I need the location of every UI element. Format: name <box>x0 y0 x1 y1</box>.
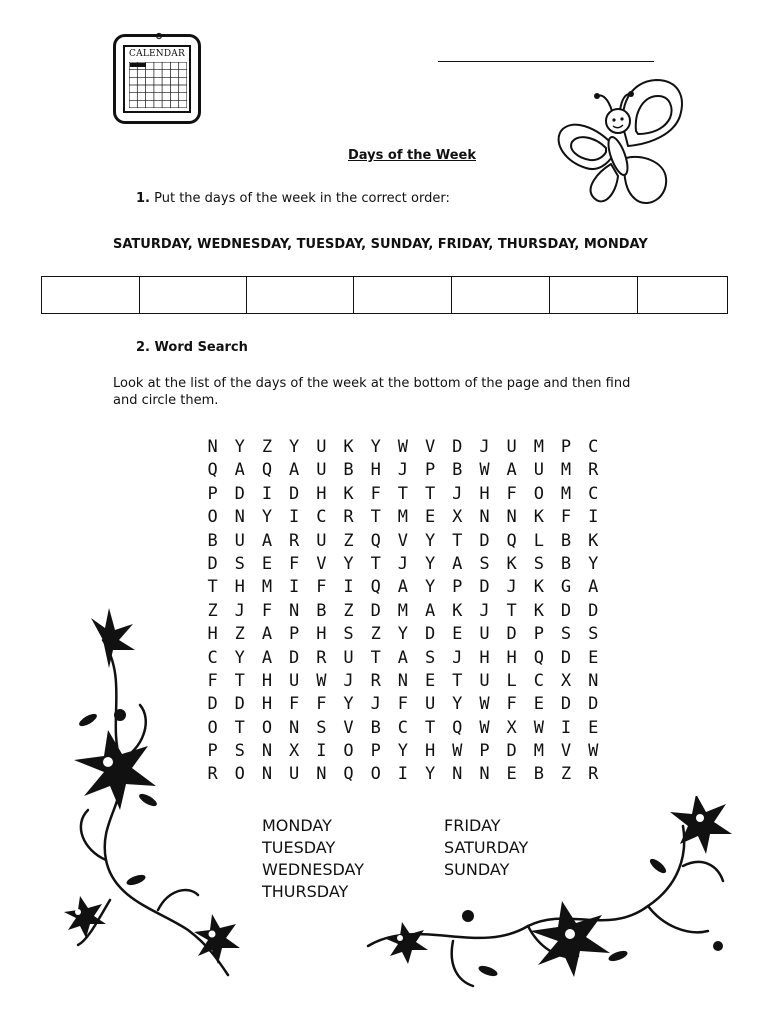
answer-cell[interactable] <box>354 277 452 313</box>
grid-letter[interactable]: Z <box>343 600 354 621</box>
grid-letter[interactable]: U <box>316 437 327 457</box>
grid-letter[interactable]: R <box>289 530 300 551</box>
grid-letter[interactable]: D <box>560 647 572 668</box>
grid-letter[interactable]: B <box>560 530 572 551</box>
grid-letter[interactable]: F <box>370 483 381 504</box>
grid-letter[interactable]: E <box>533 694 544 715</box>
grid-letter[interactable]: F <box>289 694 300 715</box>
grid-letter[interactable]: D <box>479 577 490 598</box>
grid-letter[interactable]: P <box>207 483 218 504</box>
grid-letter[interactable]: V <box>397 530 409 551</box>
grid-letter[interactable]: H <box>506 647 517 668</box>
grid-letter[interactable]: Y <box>452 694 463 715</box>
grid-letter[interactable]: P <box>207 741 218 762</box>
grid-letter[interactable]: P <box>560 437 572 457</box>
grid-letter[interactable]: P <box>370 741 381 762</box>
grid-letter[interactable]: Z <box>560 764 572 785</box>
grid-row <box>199 436 607 459</box>
grid-letter[interactable]: K <box>533 507 544 528</box>
grid-letter[interactable]: D <box>588 694 599 715</box>
grid-row <box>199 623 607 646</box>
calendar-ring-icon <box>154 31 164 41</box>
grid-letter[interactable]: N <box>479 764 490 785</box>
grid-letter[interactable]: B <box>533 764 544 785</box>
grid-letter[interactable]: T <box>370 647 381 668</box>
grid-letter[interactable]: S <box>588 624 599 645</box>
grid-letter[interactable]: M <box>397 507 409 528</box>
grid-letter[interactable]: O <box>261 717 273 738</box>
grid-row <box>199 459 607 482</box>
grid-letter[interactable]: A <box>506 460 517 481</box>
calendar-icon <box>113 34 201 124</box>
answer-table <box>41 276 728 314</box>
grid-letter[interactable]: N <box>452 764 463 785</box>
grid-row <box>199 530 607 553</box>
word-list-item: SUNDAY <box>444 860 510 879</box>
grid-letter[interactable]: D <box>424 624 436 645</box>
grid-letter[interactable]: H <box>479 647 490 668</box>
grid-letter[interactable]: H <box>316 483 327 504</box>
grid-letter[interactable]: K <box>533 600 544 621</box>
grid-letter[interactable]: T <box>452 530 463 551</box>
grid-letter[interactable]: O <box>533 483 544 504</box>
grid-letter[interactable]: P <box>289 624 300 645</box>
grid-letter[interactable]: V <box>316 553 327 574</box>
grid-letter[interactable]: D <box>370 600 381 621</box>
grid-letter[interactable]: C <box>588 437 599 457</box>
calendar-grid <box>129 62 187 108</box>
grid-letter[interactable]: K <box>533 577 544 598</box>
grid-letter[interactable]: O <box>343 741 354 762</box>
question-1-text: Put the days of the week in the correct order: <box>154 191 450 206</box>
grid-letter[interactable]: H <box>207 624 218 645</box>
grid-letter[interactable]: O <box>370 764 381 785</box>
grid-letter[interactable]: U <box>289 670 300 691</box>
grid-letter[interactable]: F <box>506 694 517 715</box>
grid-letter[interactable]: Y <box>397 624 409 645</box>
grid-letter[interactable]: O <box>234 764 245 785</box>
instructions: Look at the list of the days of the week at the bottom of the page and then find and circle them. <box>113 376 631 408</box>
grid-letter[interactable]: M <box>560 460 572 481</box>
grid-letter[interactable]: Y <box>588 553 599 574</box>
grid-letter[interactable]: X <box>506 717 517 738</box>
grid-letter[interactable]: F <box>261 600 273 621</box>
grid-letter[interactable]: J <box>452 647 463 668</box>
grid-letter[interactable]: H <box>370 460 381 481</box>
grid-letter[interactable]: D <box>479 530 490 551</box>
grid-letter[interactable]: M <box>533 437 544 457</box>
grid-letter[interactable]: C <box>316 507 327 528</box>
grid-letter[interactable]: I <box>397 764 409 785</box>
grid-letter[interactable]: F <box>316 694 327 715</box>
grid-letter[interactable]: S <box>424 647 436 668</box>
grid-letter[interactable]: D <box>588 600 599 621</box>
word-list-item: THURSDAY <box>262 882 349 901</box>
grid-letter[interactable]: B <box>560 553 572 574</box>
grid-letter[interactable]: K <box>343 483 354 504</box>
grid-letter[interactable]: D <box>289 647 300 668</box>
grid-letter[interactable]: X <box>289 741 300 762</box>
grid-letter[interactable]: A <box>261 624 273 645</box>
grid-letter[interactable]: K <box>452 600 463 621</box>
answer-cell[interactable] <box>550 277 638 313</box>
grid-letter[interactable]: E <box>588 717 599 738</box>
grid-letter[interactable]: N <box>289 600 300 621</box>
name-line[interactable] <box>438 61 654 62</box>
grid-letter[interactable]: T <box>397 483 409 504</box>
grid-letter[interactable]: W <box>452 741 463 762</box>
grid-letter[interactable]: M <box>560 483 572 504</box>
grid-letter[interactable]: U <box>316 460 327 481</box>
grid-letter[interactable]: T <box>424 483 436 504</box>
grid-letter[interactable]: I <box>316 741 327 762</box>
grid-letter[interactable]: X <box>560 670 572 691</box>
grid-letter[interactable]: Q <box>506 530 517 551</box>
grid-row <box>199 763 607 786</box>
grid-letter[interactable]: U <box>234 530 245 551</box>
grid-letter[interactable]: T <box>506 600 517 621</box>
grid-letter[interactable]: S <box>479 553 490 574</box>
word-list-item: MONDAY <box>262 816 332 835</box>
grid-letter[interactable]: V <box>343 717 354 738</box>
grid-letter[interactable]: F <box>397 694 409 715</box>
grid-letter[interactable]: C <box>588 483 599 504</box>
grid-letter[interactable]: J <box>479 600 490 621</box>
page-title: Days of the Week <box>348 148 476 163</box>
grid-letter[interactable]: F <box>207 670 218 691</box>
grid-letter[interactable]: B <box>370 717 381 738</box>
grid-letter[interactable]: F <box>289 553 300 574</box>
grid-letter[interactable]: N <box>397 670 409 691</box>
grid-letter[interactable]: Q <box>370 530 381 551</box>
grid-letter[interactable]: D <box>506 741 517 762</box>
grid-letter[interactable]: T <box>234 717 245 738</box>
grid-letter[interactable]: D <box>207 694 218 715</box>
grid-letter[interactable]: G <box>560 577 572 598</box>
grid-letter[interactable]: S <box>316 717 327 738</box>
answer-cell[interactable] <box>140 277 247 313</box>
grid-letter[interactable]: Q <box>452 717 463 738</box>
grid-row <box>199 670 607 693</box>
grid-letter[interactable]: J <box>397 460 409 481</box>
grid-letter[interactable]: I <box>588 507 599 528</box>
grid-letter[interactable]: B <box>207 530 218 551</box>
grid-letter[interactable]: E <box>452 624 463 645</box>
grid-letter[interactable]: N <box>261 741 273 762</box>
grid-letter[interactable]: Q <box>533 647 544 668</box>
grid-letter[interactable]: E <box>424 507 436 528</box>
grid-row <box>199 600 607 623</box>
grid-letter[interactable]: U <box>479 670 490 691</box>
grid-letter[interactable]: Y <box>424 577 436 598</box>
grid-letter[interactable]: A <box>424 600 436 621</box>
grid-letter[interactable]: E <box>588 647 599 668</box>
grid-letter[interactable]: Y <box>424 553 436 574</box>
grid-letter[interactable]: F <box>506 483 517 504</box>
grid-letter[interactable]: Z <box>261 437 273 457</box>
grid-letter[interactable]: V <box>424 437 436 457</box>
word-list-item: FRIDAY <box>444 816 501 835</box>
grid-letter[interactable]: N <box>234 507 245 528</box>
grid-row <box>199 740 607 763</box>
grid-letter[interactable]: Z <box>234 624 245 645</box>
answer-cell[interactable] <box>247 277 354 313</box>
grid-letter[interactable]: B <box>316 600 327 621</box>
grid-letter[interactable]: W <box>316 670 327 691</box>
question-2-text: Word Search <box>154 340 248 355</box>
grid-letter[interactable]: R <box>588 764 599 785</box>
grid-letter[interactable]: W <box>533 717 544 738</box>
grid-letter[interactable]: H <box>316 624 327 645</box>
grid-row <box>199 576 607 599</box>
grid-letter[interactable]: I <box>289 577 300 598</box>
grid-letter[interactable]: U <box>343 647 354 668</box>
grid-row <box>199 693 607 716</box>
grid-letter[interactable]: O <box>207 717 218 738</box>
grid-letter[interactable]: H <box>234 577 245 598</box>
grid-row <box>199 553 607 576</box>
grid-letter[interactable]: R <box>207 764 218 785</box>
grid-letter[interactable]: A <box>588 577 599 598</box>
grid-letter[interactable]: H <box>479 483 490 504</box>
grid-letter[interactable]: D <box>207 553 218 574</box>
grid-letter[interactable]: H <box>424 741 436 762</box>
grid-letter[interactable]: P <box>452 577 463 598</box>
grid-letter[interactable]: Q <box>207 460 218 481</box>
grid-letter[interactable]: K <box>506 553 517 574</box>
grid-letter[interactable]: D <box>560 600 572 621</box>
grid-letter[interactable]: H <box>261 694 273 715</box>
grid-letter[interactable]: B <box>452 460 463 481</box>
grid-letter[interactable]: D <box>452 437 463 457</box>
answer-cell[interactable] <box>42 277 140 313</box>
grid-letter[interactable]: J <box>343 670 354 691</box>
grid-letter[interactable]: M <box>533 741 544 762</box>
grid-letter[interactable]: J <box>397 553 409 574</box>
grid-letter[interactable]: D <box>234 483 245 504</box>
grid-letter[interactable]: S <box>533 553 544 574</box>
grid-letter[interactable]: I <box>343 577 354 598</box>
grid-letter[interactable]: W <box>479 717 490 738</box>
grid-letter[interactable]: D <box>289 483 300 504</box>
answer-cell[interactable] <box>638 277 727 313</box>
grid-letter[interactable]: Y <box>424 530 436 551</box>
grid-letter[interactable]: J <box>234 600 245 621</box>
grid-letter[interactable]: T <box>370 507 381 528</box>
scrambled-days: SATURDAY, WEDNESDAY, TUESDAY, SUNDAY, FRIDAY, THURSDAY, MONDAY <box>113 237 648 252</box>
word-list-left <box>262 815 364 903</box>
grid-letter[interactable]: T <box>370 553 381 574</box>
grid-row <box>199 483 607 506</box>
grid-letter[interactable]: Y <box>424 764 436 785</box>
grid-letter[interactable]: A <box>234 460 245 481</box>
grid-letter[interactable]: Y <box>370 437 381 457</box>
grid-letter[interactable]: F <box>560 507 572 528</box>
grid-letter[interactable]: R <box>588 460 599 481</box>
grid-letter[interactable]: W <box>588 741 599 762</box>
grid-letter[interactable]: A <box>397 577 409 598</box>
grid-letter[interactable]: B <box>343 460 354 481</box>
grid-letter[interactable]: Y <box>234 437 245 457</box>
grid-letter[interactable]: O <box>207 507 218 528</box>
floral-decoration-left <box>58 600 258 990</box>
floral-decoration-right <box>358 796 738 1006</box>
word-list-item: SATURDAY <box>444 838 529 857</box>
grid-letter[interactable]: Y <box>397 741 409 762</box>
grid-letter[interactable]: C <box>207 647 218 668</box>
grid-letter[interactable]: A <box>289 460 300 481</box>
grid-letter[interactable]: L <box>533 530 544 551</box>
grid-letter[interactable]: D <box>560 694 572 715</box>
grid-letter[interactable]: A <box>452 553 463 574</box>
grid-letter[interactable]: K <box>588 530 599 551</box>
grid-letter[interactable]: P <box>424 460 436 481</box>
grid-letter[interactable]: N <box>316 764 327 785</box>
grid-letter[interactable]: M <box>397 600 409 621</box>
grid-letter[interactable]: N <box>506 507 517 528</box>
grid-letter[interactable]: N <box>207 437 218 457</box>
grid-letter[interactable]: J <box>479 437 490 457</box>
grid-letter[interactable]: U <box>424 694 436 715</box>
question-1-number: 1. <box>136 191 150 206</box>
grid-letter[interactable]: V <box>560 741 572 762</box>
grid-letter[interactable]: R <box>370 670 381 691</box>
grid-letter[interactable]: J <box>370 694 381 715</box>
grid-letter[interactable]: P <box>533 624 544 645</box>
grid-letter[interactable]: Y <box>234 647 245 668</box>
word-list-item: WEDNESDAY <box>262 860 364 879</box>
grid-letter[interactable]: Y <box>343 694 354 715</box>
grid-letter[interactable]: T <box>452 670 463 691</box>
grid-letter[interactable]: S <box>560 624 572 645</box>
grid-letter[interactable]: A <box>261 530 273 551</box>
grid-letter[interactable]: Y <box>261 507 273 528</box>
grid-letter[interactable]: U <box>316 530 327 551</box>
grid-row <box>199 717 607 740</box>
question-2-number: 2. <box>136 340 150 355</box>
grid-letter[interactable]: C <box>533 670 544 691</box>
grid-letter[interactable]: Q <box>343 764 354 785</box>
grid-letter[interactable]: J <box>506 577 517 598</box>
grid-letter[interactable]: D <box>234 694 245 715</box>
grid-row <box>199 647 607 670</box>
grid-letter[interactable]: N <box>289 717 300 738</box>
grid-letter[interactable]: X <box>452 507 463 528</box>
grid-letter[interactable]: F <box>316 577 327 598</box>
grid-letter[interactable]: C <box>397 717 409 738</box>
grid-letter[interactable]: T <box>424 717 436 738</box>
grid-letter[interactable]: E <box>261 553 273 574</box>
grid-letter[interactable]: I <box>289 507 300 528</box>
grid-letter[interactable]: D <box>506 624 517 645</box>
grid-letter[interactable]: E <box>506 764 517 785</box>
grid-letter[interactable]: S <box>234 553 245 574</box>
grid-letter[interactable]: U <box>533 460 544 481</box>
grid-letter[interactable]: W <box>479 694 490 715</box>
grid-letter[interactable]: Q <box>261 460 273 481</box>
grid-letter[interactable]: K <box>343 437 354 457</box>
grid-letter[interactable]: U <box>506 437 517 457</box>
grid-letter[interactable]: S <box>234 741 245 762</box>
grid-letter[interactable]: Z <box>343 530 354 551</box>
calendar-label: CALENDAR <box>129 49 185 59</box>
grid-letter[interactable]: I <box>560 717 572 738</box>
grid-letter[interactable]: N <box>479 507 490 528</box>
grid-row <box>199 506 607 529</box>
grid-letter[interactable]: P <box>479 741 490 762</box>
answer-cell[interactable] <box>452 277 550 313</box>
grid-letter[interactable]: Y <box>343 553 354 574</box>
grid-letter[interactable]: Z <box>370 624 381 645</box>
grid-letter[interactable]: U <box>479 624 490 645</box>
grid-letter[interactable]: R <box>316 647 327 668</box>
grid-letter[interactable]: N <box>588 670 599 691</box>
grid-letter[interactable]: T <box>234 670 245 691</box>
grid-letter[interactable]: U <box>289 764 300 785</box>
butterfly-icon <box>556 76 686 214</box>
grid-letter[interactable]: W <box>397 437 409 457</box>
grid-letter[interactable]: E <box>424 670 436 691</box>
grid-letter[interactable]: Y <box>289 437 300 457</box>
word-search-grid <box>199 436 607 787</box>
question-1 <box>136 191 450 206</box>
grid-letter[interactable]: W <box>479 460 490 481</box>
grid-letter[interactable]: H <box>261 670 273 691</box>
grid-letter[interactable]: N <box>261 764 273 785</box>
grid-letter[interactable]: Q <box>370 577 381 598</box>
grid-letter[interactable]: J <box>452 483 463 504</box>
grid-letter[interactable]: I <box>261 483 273 504</box>
grid-letter[interactable]: S <box>343 624 354 645</box>
grid-letter[interactable]: L <box>506 670 517 691</box>
question-2 <box>136 340 248 355</box>
grid-letter[interactable]: R <box>343 507 354 528</box>
grid-letter[interactable]: T <box>207 577 218 598</box>
grid-letter[interactable]: A <box>397 647 409 668</box>
grid-letter[interactable]: Z <box>207 600 218 621</box>
word-list-item: TUESDAY <box>262 838 336 857</box>
grid-letter[interactable]: M <box>261 577 273 598</box>
grid-letter[interactable]: A <box>261 647 273 668</box>
